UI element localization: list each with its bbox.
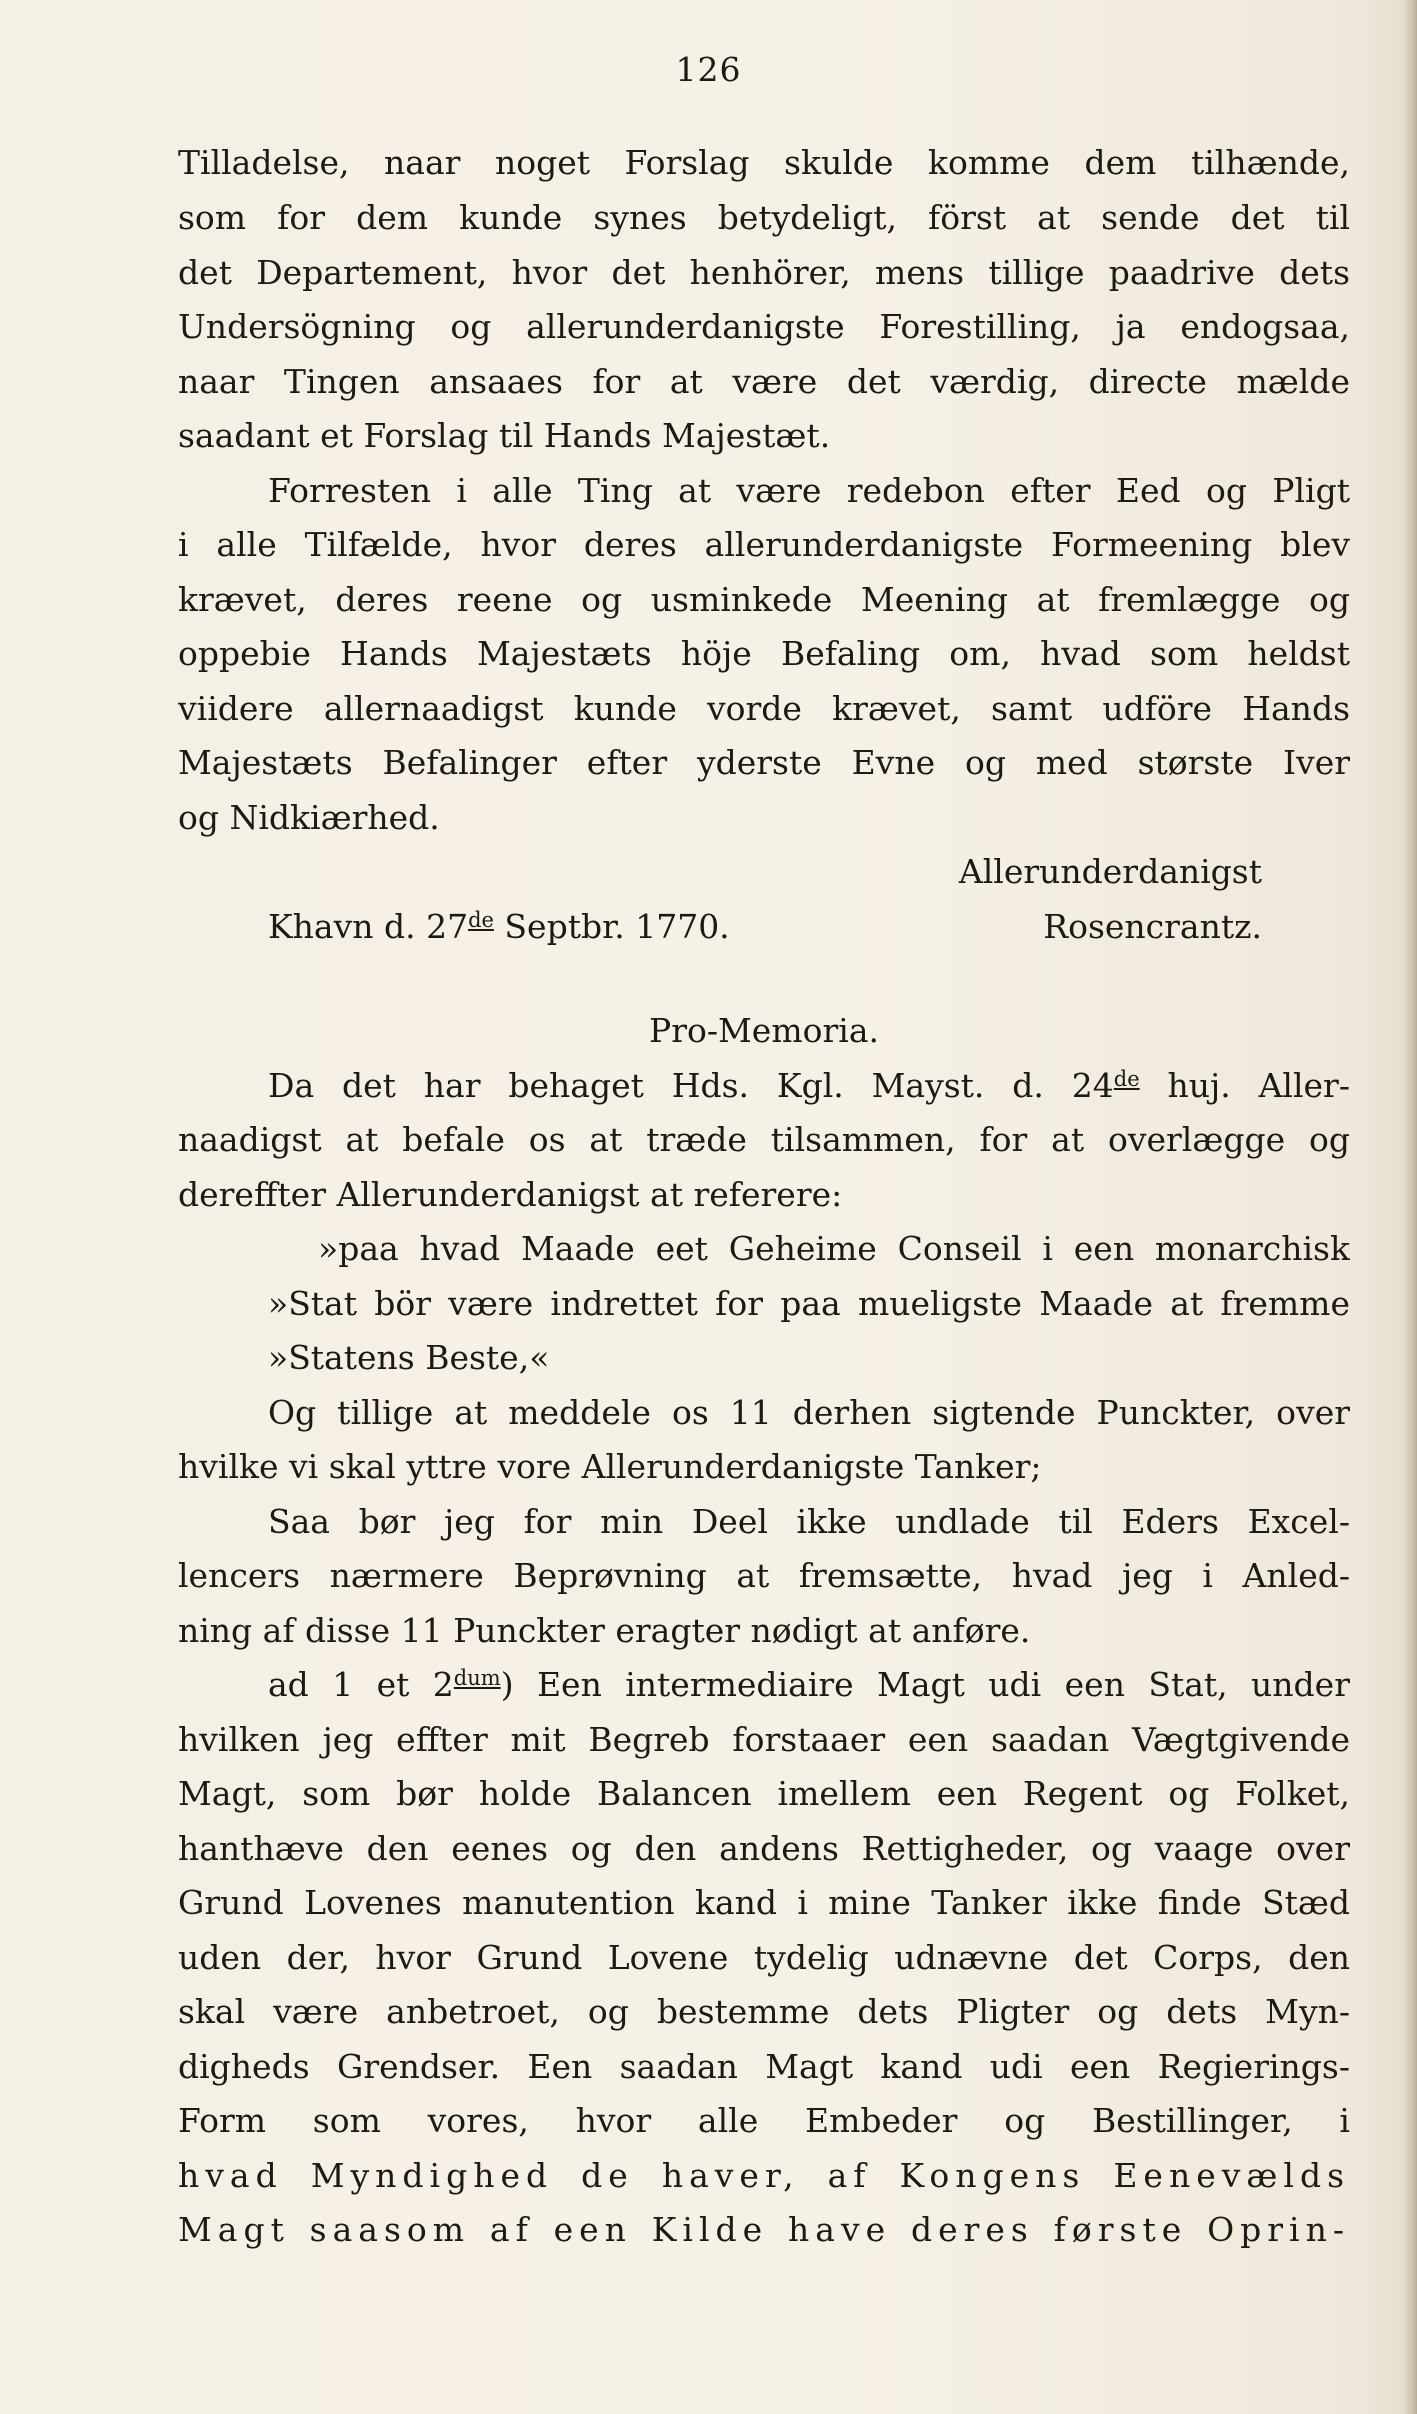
text-line: hvilken jeg effter mit Begreb forstaaer een saadan Vægtgivende: [178, 1720, 1350, 1759]
text-line: hvad Myndighed de haver, af Kongens Eenevælds: [178, 2156, 1350, 2195]
signature-date: Khavn d. 27de Septbr. 1770.: [268, 907, 730, 946]
text-line: skal være anbetroet, og bestemme dets Pligter og dets Myn-: [178, 1992, 1350, 2031]
text-line: Og tillige at meddele os 11 derhen sigtende Punckter, over: [268, 1393, 1350, 1432]
text-line: naadigst at befale os at træde tilsammen, for at overlægge og: [178, 1120, 1350, 1159]
text-line: oppebie Hands Majestæts höje Befaling om, hvad som heldst: [178, 634, 1350, 673]
text-line: lencers nærmere Beprøvning at fremsætte, hvad jeg i Anled-: [178, 1556, 1350, 1595]
text-line: og Nidkiærhed.: [178, 798, 440, 837]
text-line: i alle Tilfælde, hvor deres allerunderdanigste Formeening blev: [178, 525, 1350, 564]
text-line: Form som vores, hvor alle Embeder og Bestillinger, i: [178, 2101, 1350, 2140]
quote-line: »paa hvad Maade eet Geheime Conseil i een monarchisk: [318, 1229, 1350, 1268]
text-line: digheds Grendser. Een saadan Magt kand udi een Regierings-: [178, 2047, 1350, 2086]
text-line: Saa bør jeg for min Deel ikke undlade til Eders Excel-: [268, 1502, 1350, 1541]
section-heading: Pro-Memoria.: [649, 1011, 879, 1050]
text-line: Grund Lovenes manutention kand i mine Tanker ikke finde Stæd: [178, 1883, 1350, 1922]
page-number: 126: [675, 50, 742, 89]
text-line: som for dem kunde synes betydeligt, först at sende det til: [178, 198, 1350, 237]
text-line: Majestæts Befalinger efter yderste Evne og med største Iver: [178, 743, 1350, 782]
text-line: naar Tingen ansaaes for at være det værdig, directe mælde: [178, 362, 1350, 401]
text-line: Tilladelse, naar noget Forslag skulde komme dem tilhænde,: [178, 143, 1350, 182]
quote-line: »Stat bör være indrettet for paa mueligste Maade at fremme: [268, 1284, 1350, 1323]
text-line: det Departement, hvor det henhörer, mens tillige paadrive dets: [178, 253, 1350, 292]
signature-line: [178, 900, 1350, 954]
text-line: Undersögning og allerunderdanigste Forestilling, ja endogsaa,: [178, 307, 1350, 346]
text-line: Da det har behaget Hds. Kgl. Mayst. d. 24de huj. Aller-: [268, 1066, 1350, 1105]
text-line: dereffter Allerunderdanigst at referere:: [178, 1175, 843, 1214]
text-line: hvilke vi skal yttre vore Allerunderdanigste Tanker;: [178, 1447, 1042, 1486]
text-line: krævet, deres reene og usminkede Meening at fremlægge og: [178, 580, 1350, 619]
signature-name: Rosencrantz.: [1043, 907, 1262, 946]
text-line: Forresten i alle Ting at være redebon efter Eed og Pligt: [268, 471, 1350, 510]
quote-line: »Statens Beste,«: [268, 1338, 550, 1377]
text-line: Magt, som bør holde Balancen imellem een Regent og Folket,: [178, 1774, 1350, 1813]
text-line: Magt saasom af een Kilde have deres første Oprin-: [178, 2210, 1350, 2249]
closing-salutation: Allerunderdanigst: [958, 852, 1262, 891]
text-line: ad 1 et $2^{dum}$) Een intermediaire Magt udi een Stat, under: [268, 1665, 1350, 1704]
text-line: hanthæve den eenes og den andens Rettigheder, og vaage over: [178, 1829, 1350, 1868]
text-line: ning af disse 11 Punckter eragter nødigt at anføre.: [178, 1611, 1031, 1650]
text-line: uden der, hvor Grund Lovene tydelig udnævne det Corps, den: [178, 1938, 1350, 1977]
text-line: viidere allernaadigst kunde vorde krævet, samt udföre Hands: [178, 689, 1350, 728]
page-edge-shadow: [1403, 0, 1417, 2414]
text-line: saadant et Forslag til Hands Majestæt.: [178, 416, 831, 455]
